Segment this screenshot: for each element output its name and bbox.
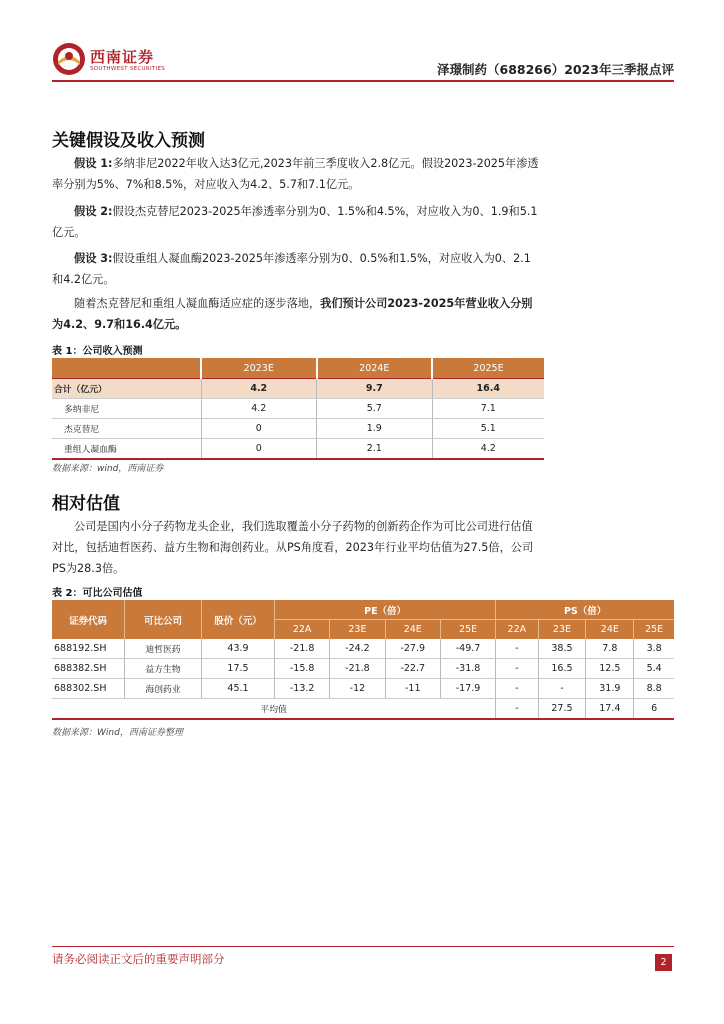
table2-title: 表 2：可比公司估值 <box>52 588 143 599</box>
table-cell: -49.7 <box>440 639 495 659</box>
table-cell: -27.9 <box>385 639 440 659</box>
table-cell: 重组人凝血酶 <box>52 439 201 460</box>
table-cell: 5.7 <box>317 399 433 419</box>
table-header-row <box>52 600 674 620</box>
table-cell: 合计（亿元） <box>52 379 201 399</box>
table-cell: 4.2 <box>201 399 317 419</box>
table-cell: 杰克替尼 <box>52 419 201 439</box>
table1-source: 数据来源：wind，西南证券 <box>52 464 164 474</box>
table-header-cell: 24E <box>385 620 440 640</box>
table-cell: 益方生物 <box>125 659 202 679</box>
table-header-cell: 22A <box>275 620 330 640</box>
revenue-summary-bold: 我们预计公司2023-2025年营业收入分别为4.2、9.7和16.4亿元。 <box>52 297 533 331</box>
page-header <box>52 40 674 82</box>
table-row <box>52 439 544 460</box>
table-cell: 4.2 <box>201 379 317 399</box>
assumption-3-text: 假设重组人凝血酶2023-2025年渗透率分别为0、0.5%和1.5%，对应收入为0、2.1和4.2亿元。 <box>52 252 531 286</box>
table-cell: 688192.SH <box>52 639 125 659</box>
table-header-cell: 22A <box>496 620 538 640</box>
table-header-group-ps: PS（倍） <box>496 600 674 620</box>
table-header-cell: 证券代码 <box>52 600 125 639</box>
table-header-cell: 23E <box>330 620 385 640</box>
assumption-2 <box>52 201 542 243</box>
assumption-2-label: 假设 2: <box>74 205 113 218</box>
table-header-cell: 25E <box>440 620 495 640</box>
table-row <box>52 399 544 419</box>
assumption-1 <box>52 153 542 195</box>
table-row <box>52 679 674 699</box>
revenue-forecast-table <box>52 358 544 460</box>
table-cell: 31.9 <box>586 679 634 699</box>
table-cell: -22.7 <box>385 659 440 679</box>
table-cell: -17.9 <box>440 679 495 699</box>
assumption-2-text: 假设杰克替尼2023-2025年渗透率分别为0、1.5%和4.5%，对应收入为0、1.9和5.1亿元。 <box>52 205 538 239</box>
table-cell: 27.5 <box>538 699 586 720</box>
table-header-cell: 股价（元） <box>202 600 275 639</box>
table-cell: 8.8 <box>634 679 674 699</box>
table-cell: 2.1 <box>317 439 433 460</box>
table-row-average <box>52 699 674 720</box>
table-cell: 688382.SH <box>52 659 125 679</box>
table-cell: -21.8 <box>275 639 330 659</box>
table-header-cell: 25E <box>634 620 674 640</box>
table-cell: 45.1 <box>202 679 275 699</box>
table-header-cell <box>52 358 201 379</box>
table-cell: 12.5 <box>586 659 634 679</box>
table-cell: -21.8 <box>330 659 385 679</box>
table-cell: -11 <box>385 679 440 699</box>
table-cell: -24.2 <box>330 639 385 659</box>
table-cell: -13.2 <box>275 679 330 699</box>
table-cell: 6 <box>634 699 674 720</box>
revenue-summary <box>52 293 542 335</box>
table-cell: 17.5 <box>202 659 275 679</box>
table-cell: 16.4 <box>432 379 544 399</box>
table-cell: 0 <box>201 439 317 460</box>
valuation-paragraph: 公司是国内小分子药物龙头企业，我们选取覆盖小分子药物的创新药企作为可比公司进行估值对比，包括迪哲医药、益方生物和海创药业。从PS角度看，2023年行业平均估值为27.5倍，公司PS为28.3倍。 <box>52 520 534 575</box>
table-cell: 4.2 <box>432 439 544 460</box>
section-heading-valuation: 相对估值 <box>52 494 120 514</box>
table-header-cell: 可比公司 <box>125 600 202 639</box>
footer-disclaimer: 请务必阅读正文后的重要声明部分 <box>52 952 225 966</box>
table-header-cell: 24E <box>586 620 634 640</box>
table1-title: 表 1：公司收入预测 <box>52 346 143 357</box>
table-cell: 17.4 <box>586 699 634 720</box>
page-number: 2 <box>655 954 672 971</box>
table-cell: -15.8 <box>275 659 330 679</box>
table-cell: 3.8 <box>634 639 674 659</box>
assumption-1-text: 多纳非尼2022年收入达3亿元,2023年前三季度收入2.8亿元。假设2023-2025年渗透率分别为5%、7%和8.5%，对应收入为4.2、5.7和7.1亿元。 <box>52 157 539 191</box>
logo-english-name: SOUTHWEST SECURITIES <box>90 66 166 72</box>
header-divider <box>52 80 674 82</box>
table-cell: - <box>496 639 538 659</box>
table-cell: 38.5 <box>538 639 586 659</box>
table-cell: 7.1 <box>432 399 544 419</box>
table-cell: - <box>496 679 538 699</box>
table-row <box>52 639 674 659</box>
table-cell: 16.5 <box>538 659 586 679</box>
table-header-cell: 2024E <box>317 358 433 379</box>
assumption-3 <box>52 248 542 290</box>
table-row-total <box>52 379 544 399</box>
comparable-valuation-table <box>52 600 674 720</box>
table-cell: 多纳非尼 <box>52 399 201 419</box>
table-cell: 43.9 <box>202 639 275 659</box>
table-header-cell: 2023E <box>201 358 317 379</box>
table-row <box>52 419 544 439</box>
table-cell: 688302.SH <box>52 679 125 699</box>
assumption-1-label: 假设 1: <box>74 157 113 170</box>
table-cell: 9.7 <box>317 379 433 399</box>
table-cell: 5.4 <box>634 659 674 679</box>
table-cell: 0 <box>201 419 317 439</box>
table-cell: -12 <box>330 679 385 699</box>
table-header-row <box>52 358 544 379</box>
table-cell: 海创药业 <box>125 679 202 699</box>
logo-chinese-name: 西南证券 <box>90 48 155 66</box>
report-title: 泽璟制药（688266）2023年三季报点评 <box>437 62 674 77</box>
table-cell: -31.8 <box>440 659 495 679</box>
table-cell: - <box>496 659 538 679</box>
table-cell: 7.8 <box>586 639 634 659</box>
table-cell: 5.1 <box>432 419 544 439</box>
table-cell: - <box>496 699 538 720</box>
table-header-cell: 23E <box>538 620 586 640</box>
footer-divider <box>52 946 674 947</box>
section-heading-assumptions: 关键假设及收入预测 <box>52 131 205 151</box>
table-header-cell: 2025E <box>432 358 544 379</box>
assumption-3-label: 假设 3: <box>74 252 113 265</box>
table-header-group-pe: PE（倍） <box>275 600 496 620</box>
table-cell-average-label: 平均值 <box>52 699 496 720</box>
table-cell: - <box>538 679 586 699</box>
revenue-summary-text: 随着杰克替尼和重组人凝血酶适应症的逐步落地， <box>74 297 321 310</box>
table-cell: 1.9 <box>317 419 433 439</box>
table2-source: 数据来源：Wind，西南证券整理 <box>52 728 183 738</box>
table-row <box>52 659 674 679</box>
company-logo-icon <box>52 42 86 76</box>
table-cell: 迪哲医药 <box>125 639 202 659</box>
